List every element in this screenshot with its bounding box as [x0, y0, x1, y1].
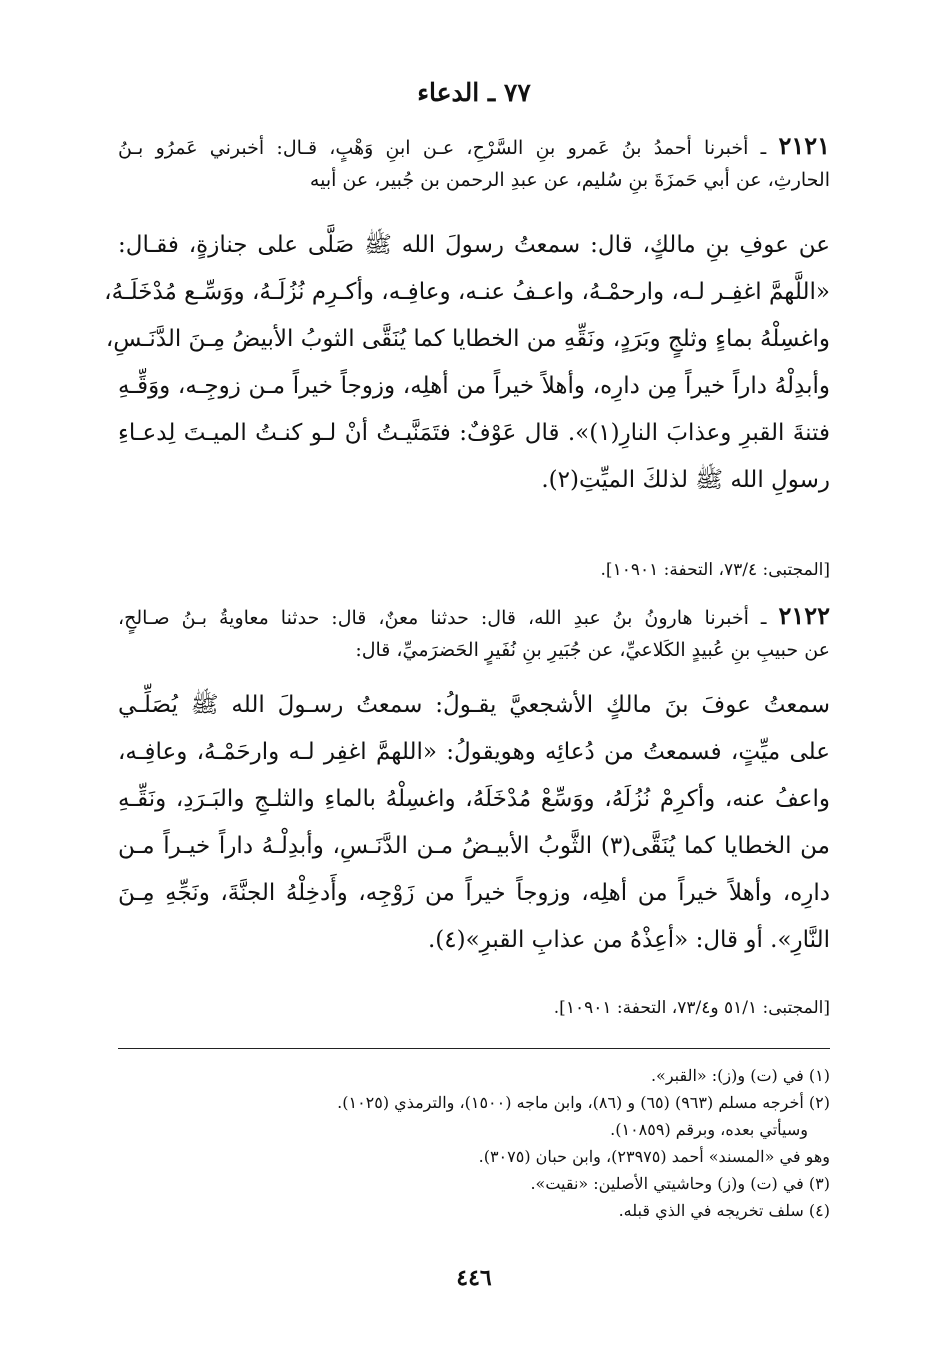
footnote-divider — [118, 1048, 830, 1049]
matn-line: على ميِّتٍ، فسمعتُ من دُعائِه وهويقولُ: «اللهمَّ اغفِر لـه وارحَمْـهُ، وعافِـه، — [118, 739, 830, 765]
footnote: وسيأتي بعده، وبرقم (١٠٨٥٩). — [610, 1120, 808, 1139]
hadith-number: ٢١٢٢ — [778, 601, 830, 630]
hadith-number: ٢١٢١ — [778, 131, 830, 160]
matn-line: رسولِ الله ﷺ لذلكَ الميِّتِ(٢). — [541, 467, 830, 493]
isnad-line: الحارثِ، عن أبي حَمزَةَ بنِ سُليم، عن عبدِ الرحمن بن جُبير، عن أبيه — [309, 169, 830, 191]
hadith-2122-matn — [118, 682, 830, 964]
matn-line: واعفُ عنه، وأكرِمْ نُزُلَهُ، ووَسِّعْ مُدْخَلَهُ، واغسِلْهُ بالماءِ والثلـجِ والبَـرَدِ، ونَقِّـهِ — [118, 786, 830, 812]
footnotes — [118, 1062, 830, 1224]
footnote: (١) في (ت) و(ز): «القبر». — [650, 1066, 830, 1085]
isnad-line: عن حبيبِ بنِ عُبيدٍ الكَلاعيِّ، عن جُبَيرِ بنِ نُفَيرٍ الحَضرَميِّ، قال: — [355, 639, 830, 661]
matn-line: من الخطايا كما يُنَقَّى(٣) الثَّوبُ الأبيـضُ مـن الدَّنَـسِ، وأبدِلْـهُ داراً خيـراً مـن — [118, 833, 830, 859]
hadith-2121-isnad — [118, 130, 830, 196]
isnad-line: ٢١٢١ ـ أخبرنا أحمدُ بنُ عَمرو بنِ السَّرْحِ، عـن ابنِ وَهْبٍ، قـال: أخبرني عَمرُو بـنُ — [118, 131, 830, 160]
isnad-line: ٢١٢٢ ـ أخبرنا هارونُ بنُ عبدِ الله، قال: حدثنا معنٌ، قال: حدثنا معاويةُ بـنُ صـالحٍ، — [118, 601, 830, 630]
matn-line: فتنةَ القبرِ وعذابَ النارِ(١)». قال عَوْفٌ: فتَمَنَّيـتُ أنْ لـو كنـتُ الميـتَ لِدعـاءِ — [118, 420, 830, 446]
chapter-title: ٧٧ ـ الدعاء — [417, 78, 531, 107]
matn-line: وأبدِلْهُ داراً خيراً مِن دارِه، وأهلاً خيراً من أهلِه، وزوجاً خيراً مـن زوجِـه، ووَقِّـهِ — [118, 373, 830, 399]
page-number: ٤٤٦ — [456, 1265, 492, 1291]
hadith-2122-reference: [المجتبى: ٥١/١ و٧٣/٤، التحفة: ١٠٩٠١]. — [553, 998, 830, 1018]
matn-line: دارِه، وأهلاً خيراً من أهلِه، وزوجاً خيراً من زَوْجِه، وأَدخِلْهُ الجنَّةَ، ونَجِّهِ مِـنَ — [118, 880, 830, 906]
matn-line: سمعتُ عوفَ بنَ مالكٍ الأشجعيَّ يقـولُ: سمعتُ رسـولَ الله ﷺ يُصَلِّـي — [118, 692, 830, 718]
footnote: (٢) أخرجه مسلم (٩٦٣) (٦٥) و (٨٦)، وابن ماجه (١٥٠٠)، والترمذي (١٠٢٥). — [337, 1093, 830, 1112]
footnote: وهو في «المسند» أحمد (٢٣٩٧٥)، وابن حبان (٣٠٧٥). — [478, 1147, 830, 1166]
matn-line: النَّارِ». أو قال: «أعِذْهُ من عذابِ القبرِ»(٤). — [427, 927, 830, 953]
matn-line: واغسِلْهُ بماءٍ وثلجٍ وبَرَدٍ، ونَقِّهِ من الخطايا كما يُنَقَّى الثوبُ الأبيضُ مِـنَ الدَّنَـسِ، — [105, 326, 830, 352]
hadith-2122-isnad — [118, 600, 830, 666]
hadith-2121-reference: [المجتبى: ٧٣/٤، التحفة: ١٠٩٠١]. — [600, 560, 830, 580]
hadith-2121-matn — [104, 222, 830, 504]
footnote: (٣) في (ت) و(ز) وحاشيتي الأصلين: «نقيت». — [530, 1174, 830, 1193]
matn-line: عن عوفِ بنِ مالكٍ، قال: سمعتُ رسولَ الله ﷺ صَلَّى على جنازةٍ، فقـال: — [118, 232, 830, 258]
matn-line: «اللَّهمَّ اغفِـر لـه، وارحمْـهُ، واعـفُ عنـه، وعافِـه، وأكـرِم نُزُلَـهُ، ووَسِّـع مُدْخَلَـهُ، — [104, 279, 830, 305]
footnote: (٤) سلف تخريجه في الذي قبله. — [618, 1201, 830, 1220]
